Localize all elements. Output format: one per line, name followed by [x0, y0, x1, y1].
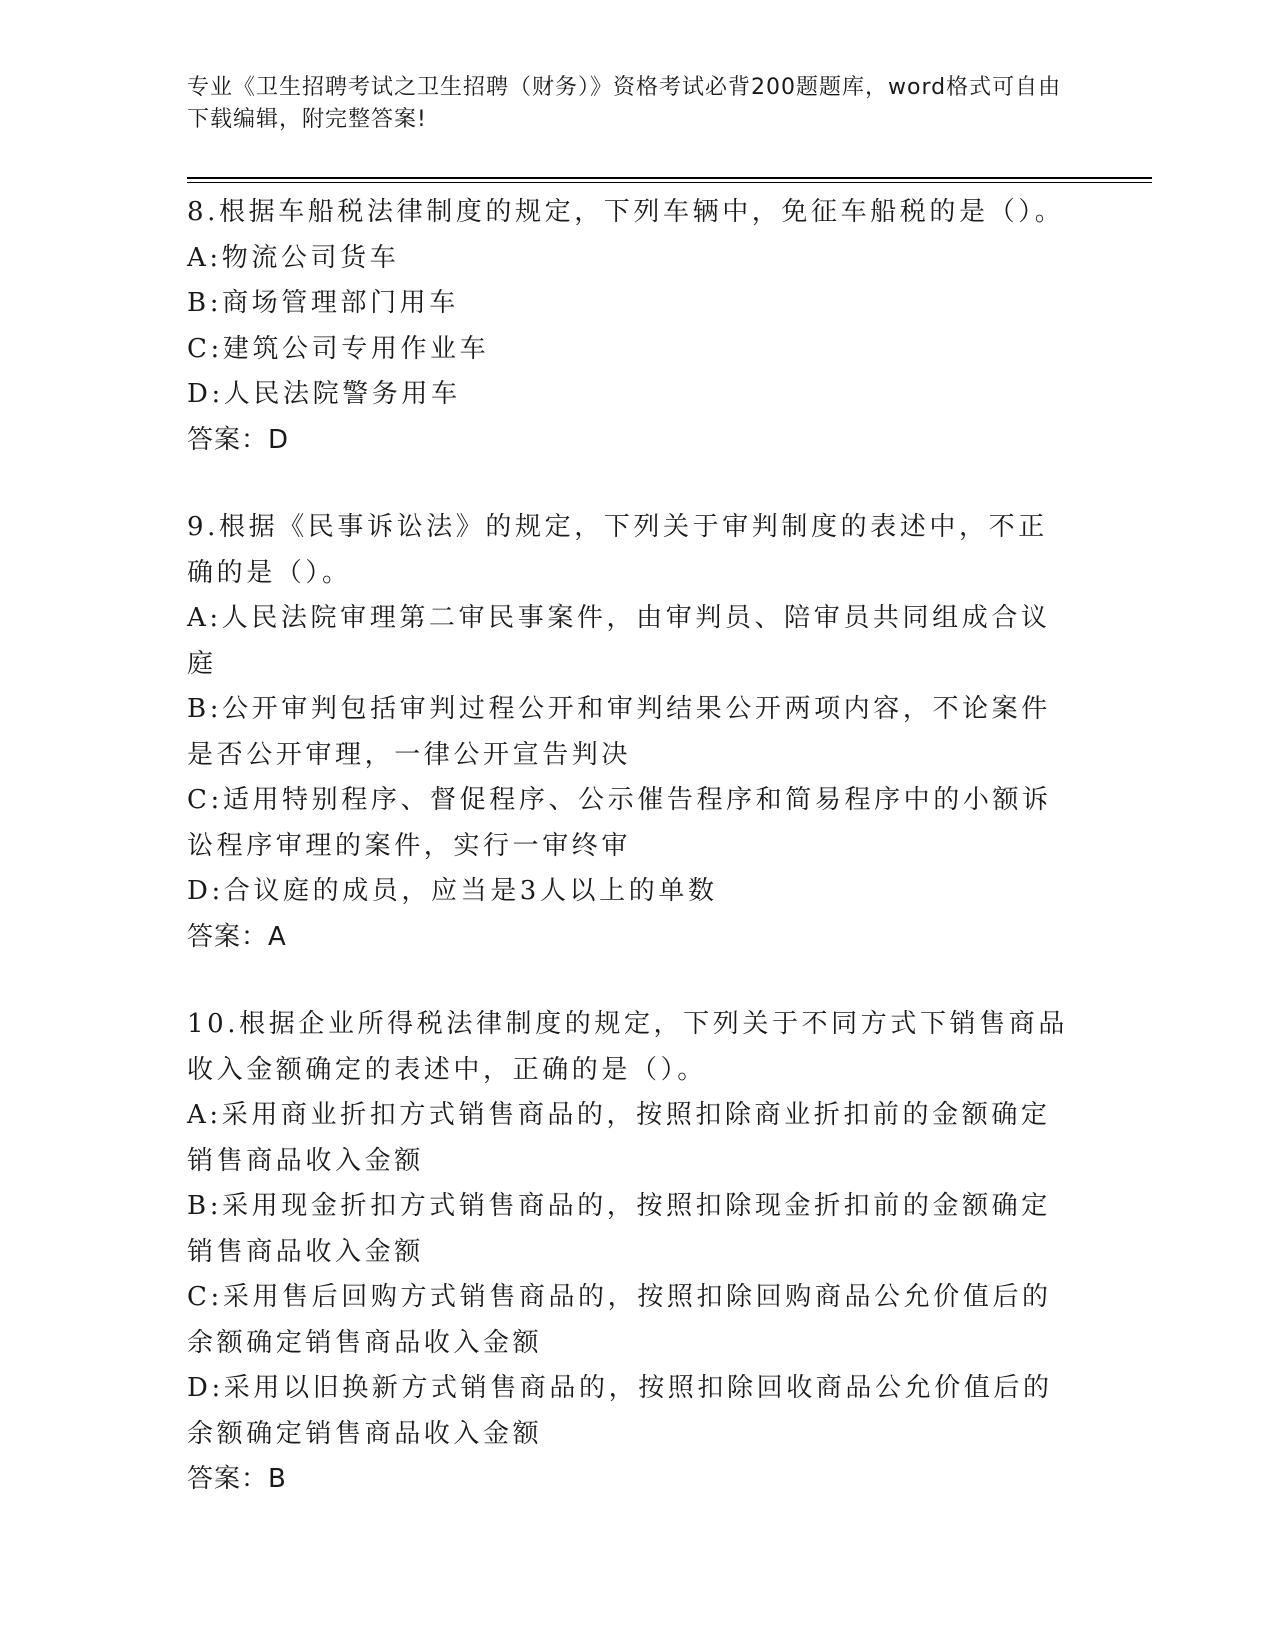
option-b: B:采用现金折扣方式销售商品的，按照扣除现金折扣前的金额确定销售商品收入金额: [187, 1191, 1051, 1267]
option-d: D:人民法院警务用车: [187, 379, 461, 409]
option-a: A:物流公司货车: [187, 242, 400, 273]
option-c: C:采用售后回购方式销售商品的，按照扣除回购商品公允价值后的余额确定销售商品收入金额: [187, 1282, 1052, 1358]
answer-line: 答案：A: [187, 921, 287, 952]
question-8: [187, 190, 1072, 463]
question-9: [187, 505, 1072, 960]
option-d: D:采用以旧换新方式销售商品的，按照扣除回收商品公允价值后的余额确定销售商品收入金额: [187, 1373, 1053, 1449]
option-a: A:人民法院审理第二审民事案件，由审判员、陪审员共同组成合议庭: [187, 603, 1051, 679]
option-b: B:商场管理部门用车: [187, 288, 459, 318]
answer-line: 答案：D: [187, 424, 290, 455]
header-divider-thick: [187, 177, 1152, 179]
question-stem: 8.根据车船税法律制度的规定，下列车辆中，免征车船税的是（）。: [187, 197, 1065, 227]
option-c: C:建筑公司专用作业车: [187, 333, 490, 364]
question-stem: 9.根据《民事诉讼法》的规定，下列关于审判制度的表述中，不正确的是（）。: [187, 512, 1048, 588]
answer-line: 答案：B: [187, 1464, 287, 1494]
question-stem: 10.根据企业所得税法律制度的规定，下列关于不同方式下销售商品收入金额确定的表述中，正确的是（）。: [187, 1009, 1068, 1085]
header-divider-thin: [187, 182, 1152, 183]
question-list: [187, 190, 1072, 1545]
option-b: B:公开审判包括审判过程公开和审判结果公开两项内容，不论案件是否公开审理，一律公开宣告判决: [187, 694, 1051, 770]
question-10: [187, 1002, 1072, 1503]
document-header: 专业《卫生招聘考试之卫生招聘（财务）》资格考试必背200题题库，word格式可自由下载编辑，附完整答案!: [187, 75, 1062, 132]
option-d: D:合议庭的成员，应当是3人以上的单数: [187, 876, 718, 906]
option-a: A:采用商业折扣方式销售商品的，按照扣除商业折扣前的金额确定销售商品收入金额: [187, 1100, 1051, 1176]
option-c: C:适用特别程序、督促程序、公示催告程序和简易程序中的小额诉讼程序审理的案件，实行一审终审: [187, 785, 1052, 861]
